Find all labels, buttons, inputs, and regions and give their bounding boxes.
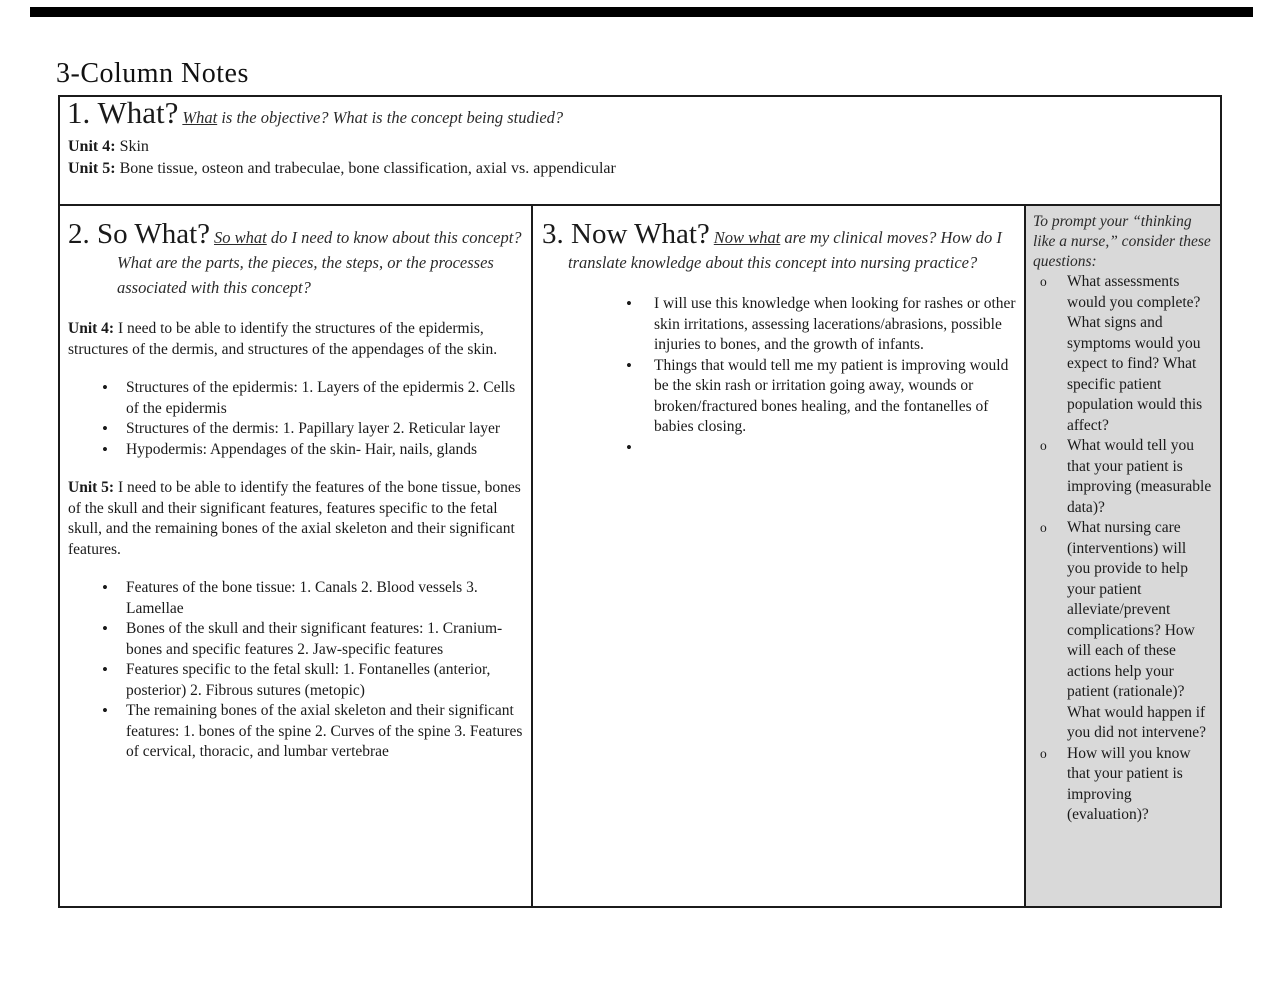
list-item xyxy=(1033,744,1212,826)
page-title: 3-Column Notes xyxy=(56,58,249,89)
scan-artifact-bar xyxy=(30,7,1253,17)
list-item-text: Bones of the skull and their significant features: 1. Cranium-bones and specific features 2. Jaw-specific features xyxy=(126,620,503,658)
list-item xyxy=(68,619,523,660)
so-what-heading: 2. So What? xyxy=(68,218,211,250)
so-what-column xyxy=(60,206,533,906)
list-item xyxy=(68,440,523,461)
what-heading: 1. What? xyxy=(67,97,179,130)
so-what-unit4-paragraph xyxy=(68,319,523,360)
what-question-text: is the objective? What is the concept being studied? xyxy=(217,108,564,127)
list-item xyxy=(1033,436,1212,518)
list-item xyxy=(1033,518,1212,744)
so-what-unit5-list xyxy=(68,578,523,763)
list-item xyxy=(68,578,523,619)
what-question-underlined: What xyxy=(182,108,218,127)
prompt-intro: To prompt your “thinking like a nurse,” consider these questions: xyxy=(1033,213,1211,270)
now-what-heading: 3. Now What? xyxy=(542,218,710,250)
unit4-label: Unit 4: xyxy=(68,138,116,155)
now-what-section-header xyxy=(542,214,1016,276)
unit4-value: Skin xyxy=(119,138,149,155)
list-item xyxy=(542,356,1016,438)
list-item-text: Things that would tell me my patient is improving would be the skin rash or irritation going away, wounds or broken/fractured bones healing, and the fontanelles of babies closing. xyxy=(654,356,1009,435)
list-item-empty xyxy=(542,438,1016,459)
what-section xyxy=(60,97,1220,206)
unit5-label: Unit 5: xyxy=(68,479,115,496)
list-item xyxy=(68,378,523,419)
list-item xyxy=(68,701,523,763)
list-item-text: What nursing care (interventions) will you provide to help your patient alleviate/prevent complications? How will each of these actions help your patient (rationale)? What would happen if you did not intervene? xyxy=(1067,519,1207,741)
so-what-question-text: do I need to know about this concept? What are the parts, the pieces, the steps, or the processes associated with this concept? xyxy=(117,228,522,297)
list-item-text: What assessments would you complete? What signs and symptoms would you expect to find? What specific patient population would this affect? xyxy=(1067,273,1203,434)
so-what-unit5-paragraph xyxy=(68,478,523,560)
list-item xyxy=(68,660,523,701)
what-unit5-line xyxy=(67,158,1210,180)
unit5-label: Unit 5: xyxy=(68,160,116,177)
list-item-text: How will you know that your patient is improving (evaluation)? xyxy=(1067,744,1191,823)
prompt-question-list xyxy=(1033,272,1212,826)
list-item-text: The remaining bones of the axial skeleton and their significant features: 1. bones of the spine 2. Curves of the spine 3. Features of cervical, thoracic, and lumbar vertebrae xyxy=(126,702,523,760)
prompt-column xyxy=(1026,206,1220,906)
so-what-section-header xyxy=(68,214,523,301)
list-item-text: Hypodermis: Appendages of the skin- Hair, nails, glands xyxy=(126,440,478,458)
so-what-unit4-list xyxy=(68,378,523,460)
unit4-label: Unit 4: xyxy=(68,320,115,337)
unit4-objective: I need to be able to identify the structures of the epidermis, structures of the dermis, and structures of the appendages of the skin. xyxy=(68,320,498,358)
now-what-question-text: are my clinical moves? How do I translate knowledge about this concept into nursing practice? xyxy=(568,228,1002,272)
list-item xyxy=(542,294,1016,356)
so-what-question-underlined: So what xyxy=(214,228,267,247)
list-item-text: What would tell you that your patient is improving (measurable data)? xyxy=(1067,437,1212,516)
unit5-objective: I need to be able to identify the features of the bone tissue, bones of the skull and their significant features, features specific to the fetal skull, and the remaining bones of the axial skeleton and their significant features. xyxy=(68,479,521,558)
list-item xyxy=(68,419,523,440)
list-item-text: Structures of the epidermis: 1. Layers of the epidermis 2. Cells of the epidermis xyxy=(126,379,516,417)
list-item xyxy=(1033,272,1212,436)
list-item-text: Structures of the dermis: 1. Papillary layer 2. Reticular layer xyxy=(126,420,501,437)
notes-table xyxy=(58,95,1222,908)
what-unit4-line xyxy=(67,136,1210,158)
list-item-text: Features of the bone tissue: 1. Canals 2. Blood vessels 3. Lamellae xyxy=(126,579,478,617)
list-item-text: Features specific to the fetal skull: 1. Fontanelles (anterior, posterior) 2. Fibrous sutures (metopic) xyxy=(126,661,491,699)
what-section-header xyxy=(67,99,1210,136)
now-what-list xyxy=(542,294,1016,458)
now-what-column xyxy=(533,206,1026,906)
now-what-question-underlined: Now what xyxy=(713,228,781,247)
notes-body-row xyxy=(60,206,1220,906)
unit5-value: Bone tissue, osteon and trabeculae, bone classification, axial vs. appendicular xyxy=(119,160,616,177)
list-item-text: I will use this knowledge when looking for rashes or other skin irritations, assessing lacerations/abrasions, possible injuries to bones, and the growth of infants. xyxy=(654,295,1016,353)
